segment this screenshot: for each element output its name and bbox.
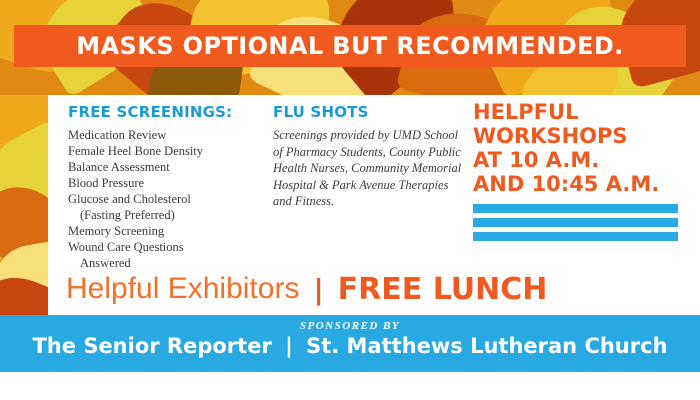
list-item: Female Heel Bone Density — [68, 144, 204, 158]
helpful-exhibitors-text: Helpful Exhibitors — [66, 272, 300, 305]
blue-bar — [473, 218, 678, 227]
list-item: Medication Review — [68, 128, 167, 142]
list-item: Balance Assessment — [68, 160, 170, 174]
free-screenings-list — [68, 127, 273, 271]
flu-shots-heading: FLU SHOTS — [273, 103, 369, 121]
sponsor-names — [0, 334, 700, 358]
left-photo-strip — [0, 95, 48, 315]
list-item: Glucose and Cholesterol — [68, 192, 191, 206]
flu-shots-column — [273, 103, 468, 210]
list-item: Memory Screening — [68, 224, 165, 238]
blue-placeholder-bars — [473, 204, 678, 241]
blue-bar — [473, 232, 678, 241]
sponsored-by-label: SPONSORED BY — [299, 320, 401, 332]
list-item: Wound Care Questions — [68, 240, 184, 254]
flu-shots-body: Screenings provided by UMD School of Pharmacy Students, County Public Health Nurses, Community Memorial Hospital & Park Avenue Therapies and Fitness. — [273, 128, 462, 208]
content-area — [48, 95, 700, 270]
workshops-line-1: HELPFUL — [473, 100, 579, 124]
sponsor-banner — [0, 315, 700, 372]
list-item: Blood Pressure — [68, 176, 145, 190]
free-screenings-heading: FREE SCREENINGS: — [68, 103, 233, 121]
sponsor-separator: | — [285, 334, 293, 358]
free-lunch-text: FREE LUNCH — [337, 271, 548, 307]
blue-bar — [473, 204, 678, 213]
sponsor-name-2: St. Matthews Lutheran Church — [306, 334, 668, 358]
headline-text: MASKS OPTIONAL BUT RECOMMENDED. — [76, 32, 624, 60]
free-screenings-column — [68, 103, 273, 271]
highlights-divider: | — [313, 272, 324, 306]
list-item: (Fasting Preferred) — [80, 208, 175, 222]
sponsor-name-1: The Senior Reporter — [32, 334, 272, 358]
helpful-workshops-column — [473, 100, 698, 246]
headline-banner — [14, 25, 686, 67]
list-item: Answered — [80, 256, 131, 270]
workshops-line-2: WORKSHOPS — [473, 124, 628, 148]
highlights-row — [48, 265, 700, 313]
workshops-line-3: AT 10 A.M. — [473, 148, 600, 172]
workshops-line-4: AND 10:45 A.M. — [473, 172, 660, 196]
